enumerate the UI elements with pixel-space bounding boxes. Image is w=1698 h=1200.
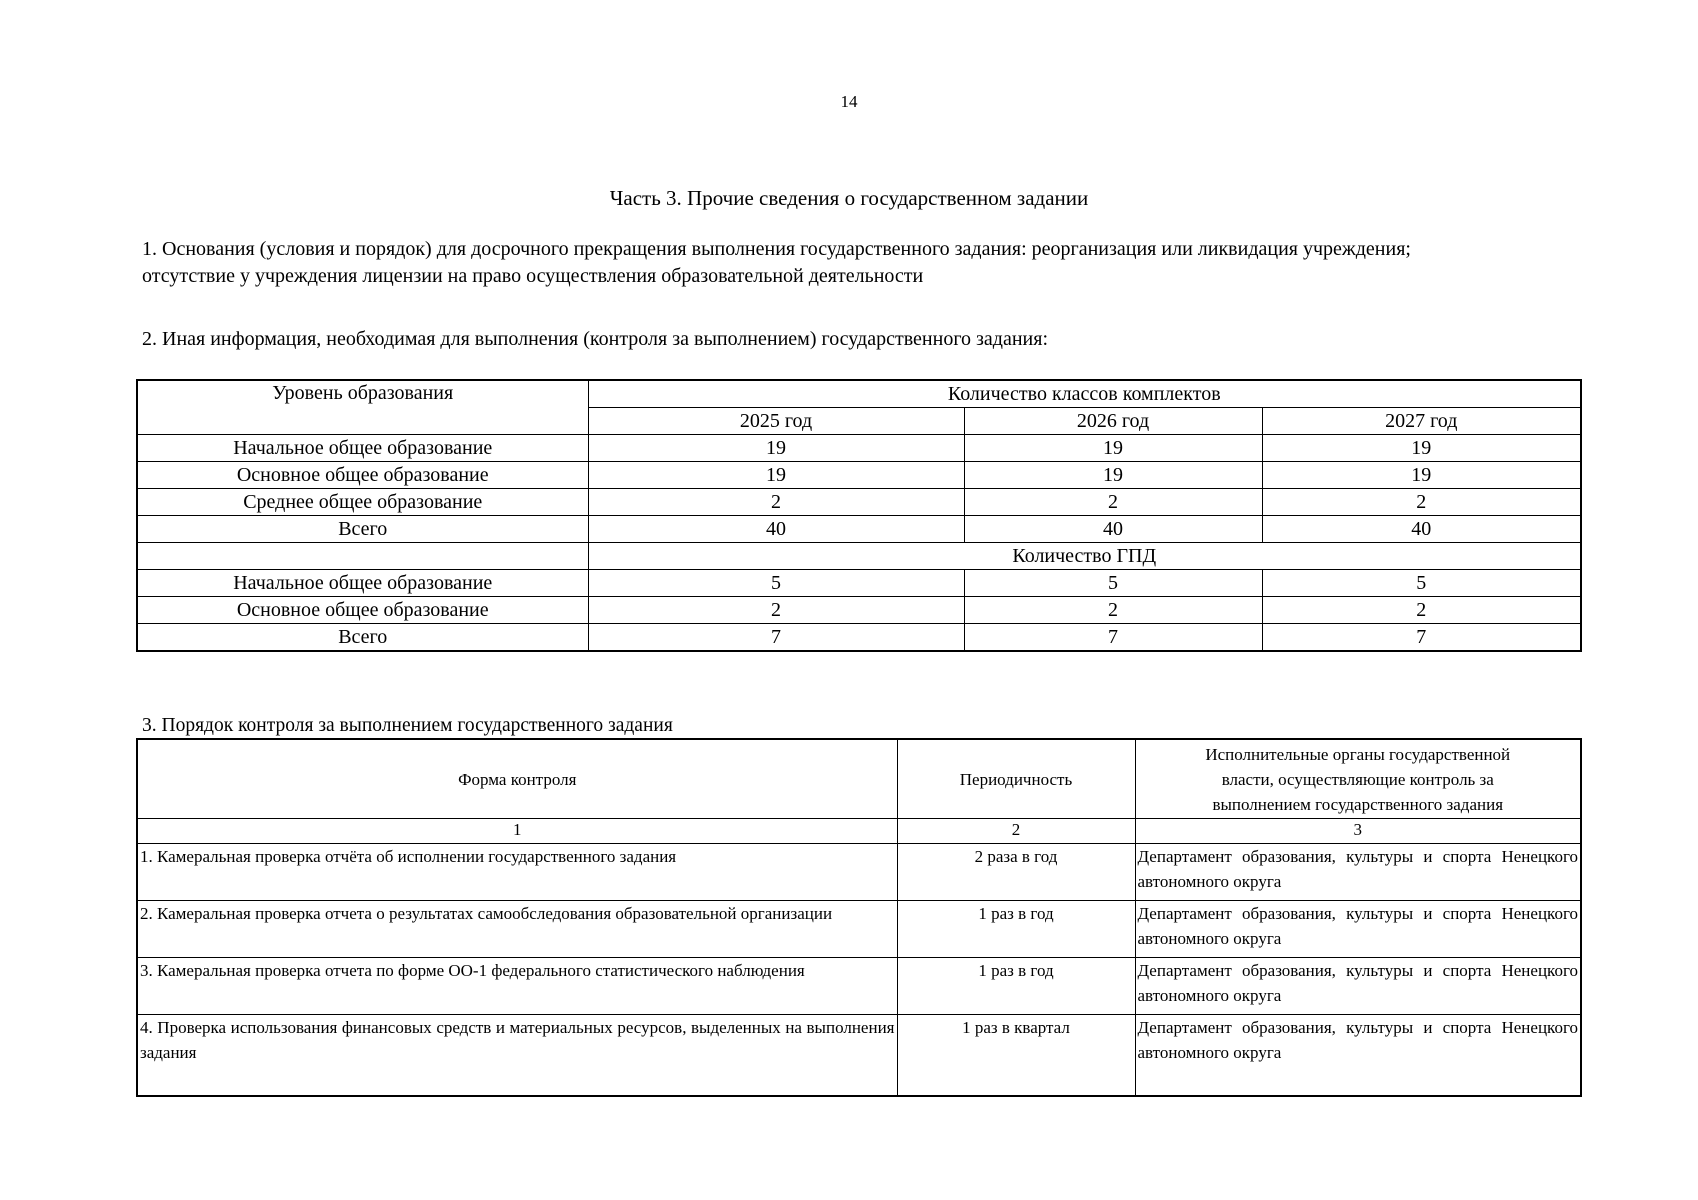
level-cell: Начальное общее образование (137, 435, 588, 462)
period-cell: 1 раз в квартал (897, 1015, 1135, 1097)
level-cell: Среднее общее образование (137, 489, 588, 516)
header-organ (1135, 739, 1581, 819)
table-row (137, 901, 1581, 958)
value-cell: 2 (588, 489, 964, 516)
column-number: 2 (897, 819, 1135, 844)
section3-heading: 3. Порядок контроля за выполнением государственного задания (142, 715, 673, 736)
control-table (136, 738, 1582, 1097)
value-cell: 19 (588, 462, 964, 489)
value-cell: 19 (964, 462, 1262, 489)
form-cell: 2. Камеральная проверка отчета о результатах самообследования образовательной организации (137, 901, 897, 958)
organ-cell: Департамент образования, культуры и спорта Ненецкого автономного округа (1135, 1015, 1581, 1097)
header-organ-line: власти, осуществляющие контроль за (1221, 769, 1494, 789)
value-cell: 2 (1262, 597, 1581, 624)
organ-cell: Департамент образования, культуры и спорта Ненецкого автономного округа (1135, 901, 1581, 958)
value-cell: 5 (1262, 570, 1581, 597)
table-row-total (137, 516, 1581, 543)
value-cell: 2 (1262, 489, 1581, 516)
value-cell: 7 (964, 624, 1262, 652)
table-row-total (137, 624, 1581, 652)
header-classes-group: Количество классов комплектов (588, 380, 1581, 408)
empty-cell (137, 543, 588, 570)
value-cell: 19 (588, 435, 964, 462)
value-cell: 5 (964, 570, 1262, 597)
value-cell: 2 (588, 597, 964, 624)
value-cell: 40 (588, 516, 964, 543)
column-number: 3 (1135, 819, 1581, 844)
section1-line1: 1. Основания (условия и порядок) для досрочного прекращения выполнения государственного задания: реорганизация или ликвидация учреждения; (142, 238, 1411, 260)
value-cell: 7 (588, 624, 964, 652)
table-row (137, 489, 1581, 516)
value-cell: 19 (964, 435, 1262, 462)
period-cell: 1 раз в год (897, 958, 1135, 1015)
header-gpd-group: Количество ГПД (588, 543, 1581, 570)
level-cell: Основное общее образование (137, 597, 588, 624)
section1-line2: отсутствие у учреждения лицензии на право осуществления образовательной деятельности (142, 265, 924, 287)
form-cell: 4. Проверка использования финансовых средств и материальных ресурсов, выделенных на выполнения задания (137, 1015, 897, 1097)
header-organ-line: выполнением государственного задания (1212, 794, 1504, 814)
value-cell: 19 (1262, 435, 1581, 462)
level-cell: Всего (137, 516, 588, 543)
value-cell: 7 (1262, 624, 1581, 652)
header-year: 2025 год (588, 408, 964, 435)
header-period: Периодичность (897, 739, 1135, 819)
value-cell: 19 (1262, 462, 1581, 489)
section2-heading: 2. Иная информация, необходимая для выполнения (контроля за выполнением) государственного задания: (142, 328, 1049, 350)
level-cell: Основное общее образование (137, 462, 588, 489)
header-organ-line: Исполнительные органы государственной (1205, 744, 1511, 764)
table-row (137, 844, 1581, 901)
table-row (137, 570, 1581, 597)
form-cell: 1. Камеральная проверка отчёта об исполнении государственного задания (137, 844, 897, 901)
table-row (137, 1015, 1581, 1097)
header-level: Уровень образования (137, 380, 588, 435)
form-cell: 3. Камеральная проверка отчета по форме ОО-1 федерального статистического наблюдения (137, 958, 897, 1015)
period-cell: 2 раза в год (897, 844, 1135, 901)
header-year: 2026 год (964, 408, 1262, 435)
table-row (137, 597, 1581, 624)
period-cell: 1 раз в год (897, 901, 1135, 958)
classes-table (136, 379, 1582, 652)
value-cell: 2 (964, 597, 1262, 624)
header-form: Форма контроля (137, 739, 897, 819)
organ-cell: Департамент образования, культуры и спорта Ненецкого автономного округа (1135, 958, 1581, 1015)
organ-cell: Департамент образования, культуры и спорта Ненецкого автономного округа (1135, 844, 1581, 901)
value-cell: 40 (964, 516, 1262, 543)
value-cell: 5 (588, 570, 964, 597)
value-cell: 2 (964, 489, 1262, 516)
level-cell: Начальное общее образование (137, 570, 588, 597)
table-row (137, 435, 1581, 462)
column-number: 1 (137, 819, 897, 844)
page-number: 14 (840, 92, 858, 111)
table-row (137, 462, 1581, 489)
part-title: Часть 3. Прочие сведения о государственном задании (609, 186, 1089, 210)
level-cell: Всего (137, 624, 588, 652)
section1-paragraph (142, 236, 1582, 290)
value-cell: 40 (1262, 516, 1581, 543)
table-row (137, 958, 1581, 1015)
header-year: 2027 год (1262, 408, 1581, 435)
